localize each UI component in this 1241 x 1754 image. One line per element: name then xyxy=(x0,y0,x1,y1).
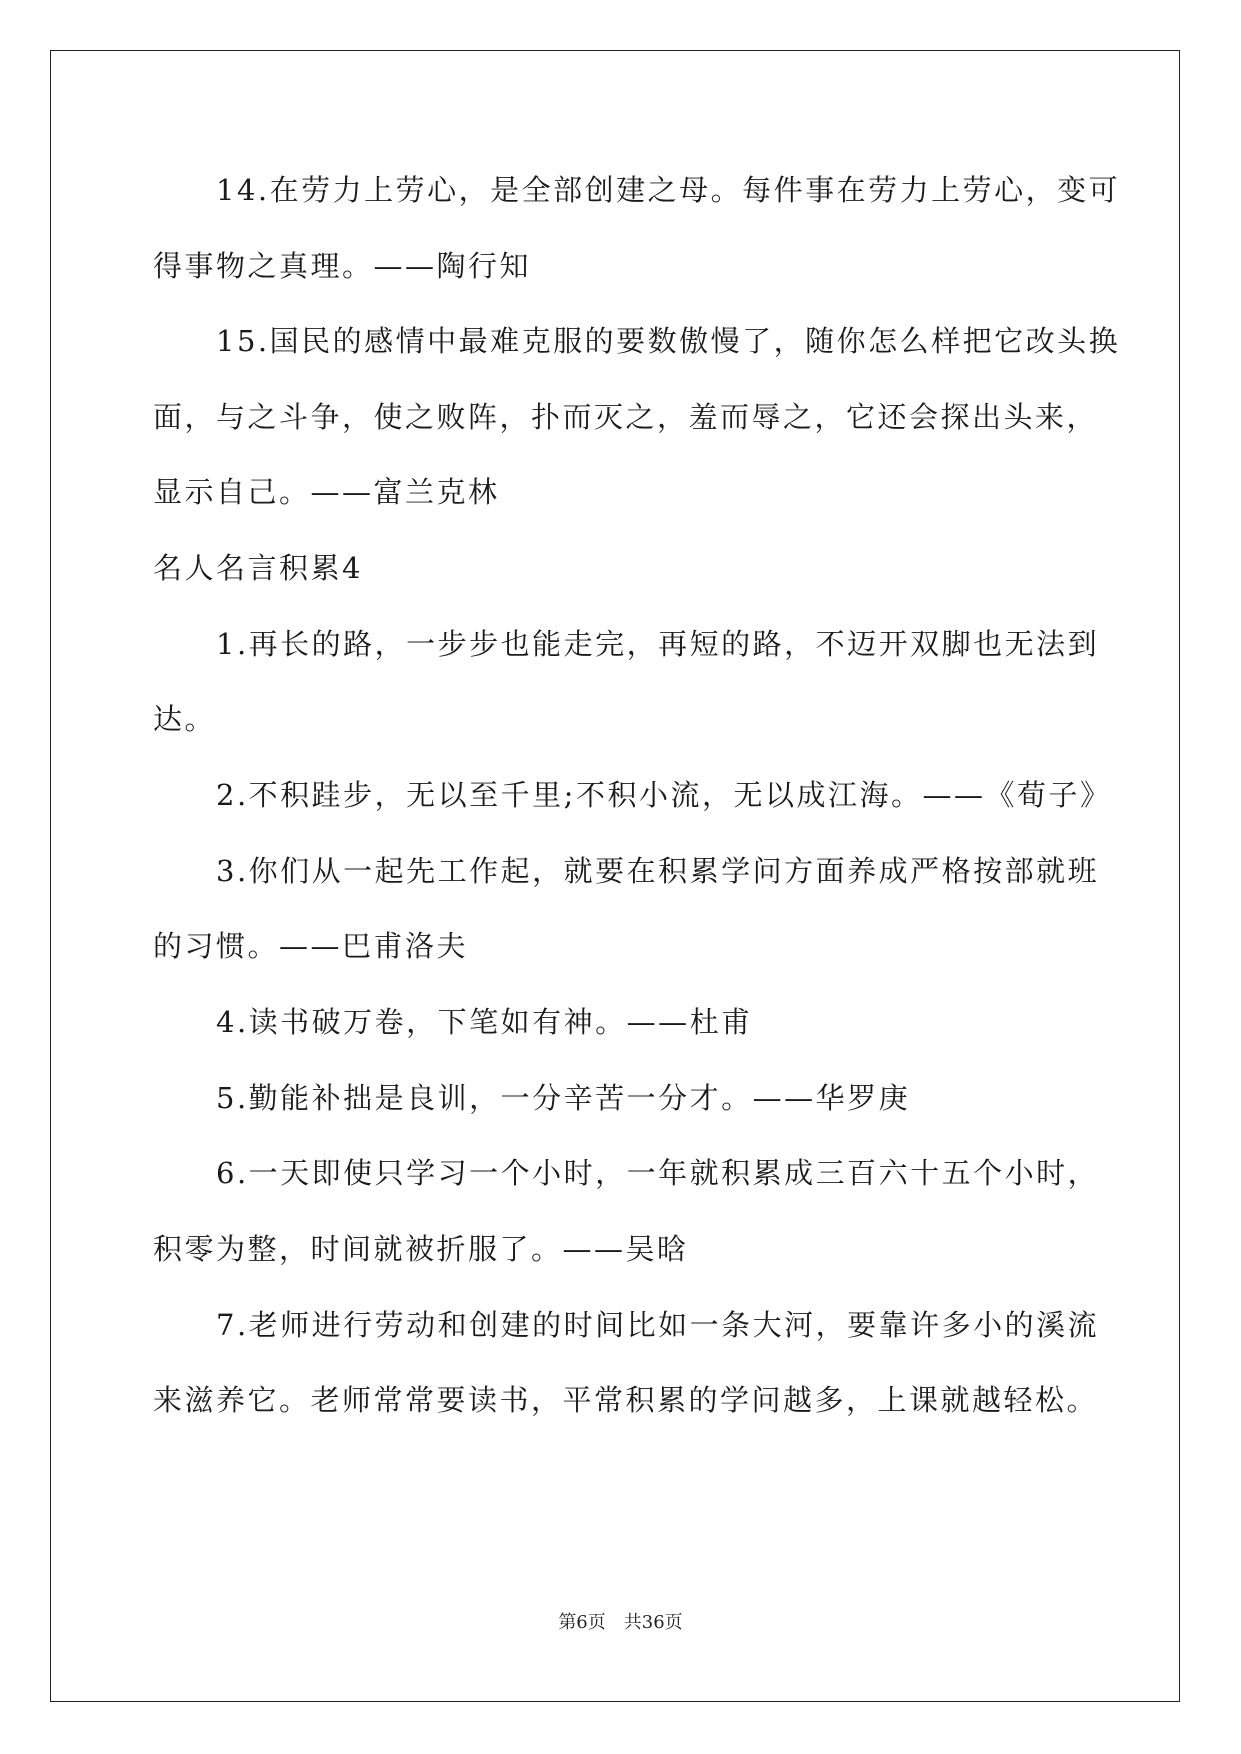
quote-15-line-2: 面，与之斗争，使之败阵，扑而灭之，羞而辱之，它还会探出头来， xyxy=(153,400,1099,434)
page-total: 共36页 xyxy=(623,1612,683,1633)
quote-3-line-2: 的习惯。——巴甫洛夫 xyxy=(153,929,469,963)
quote-14-line-1: 14.在劳力上劳心，是全部创建之母。每件事在劳力上劳心，变可 xyxy=(153,173,1121,207)
quote-7-line-1: 7.老师进行劳动和创建的时间比如一条大河，要靠许多小的溪流 xyxy=(153,1308,1100,1342)
quote-7-line-2: 来滋养它。老师常常要读书，平常积累的学问越多，上课就越轻松。 xyxy=(153,1383,1099,1417)
page-number: 第6页 xyxy=(558,1612,606,1633)
section-heading: 名人名言积累4 xyxy=(153,551,363,585)
quote-6-line-2: 积零为整，时间就被折服了。——吴晗 xyxy=(153,1232,689,1266)
quote-15-line-1: 15.国民的感情中最难克服的要数傲慢了，随你怎么样把它改头换 xyxy=(153,324,1121,358)
quote-2: 2.不积跬步，无以至千里;不积小流，无以成江海。——《荀子》 xyxy=(153,778,1112,812)
quote-3-line-1: 3.你们从一起先工作起，就要在积累学问方面养成严格按部就班 xyxy=(153,854,1100,888)
page-footer xyxy=(0,1612,1241,1634)
quote-4: 4.读书破万卷，下笔如有神。——杜甫 xyxy=(153,1005,753,1039)
quote-5: 5.勤能补拙是良训，一分辛苦一分才。——华罗庚 xyxy=(153,1081,911,1115)
quote-14-line-2: 得事物之真理。——陶行知 xyxy=(153,249,532,283)
quote-6-line-1: 6.一天即使只学习一个小时，一年就积累成三百六十五个小时， xyxy=(153,1156,1100,1190)
quote-1-line-2: 达。 xyxy=(153,702,217,736)
quote-1-line-1: 1.再长的路，一步步也能走完，再短的路，不迈开双脚也无法到 xyxy=(153,627,1100,661)
quote-15-line-3: 显示自己。——富兰克林 xyxy=(153,475,500,509)
